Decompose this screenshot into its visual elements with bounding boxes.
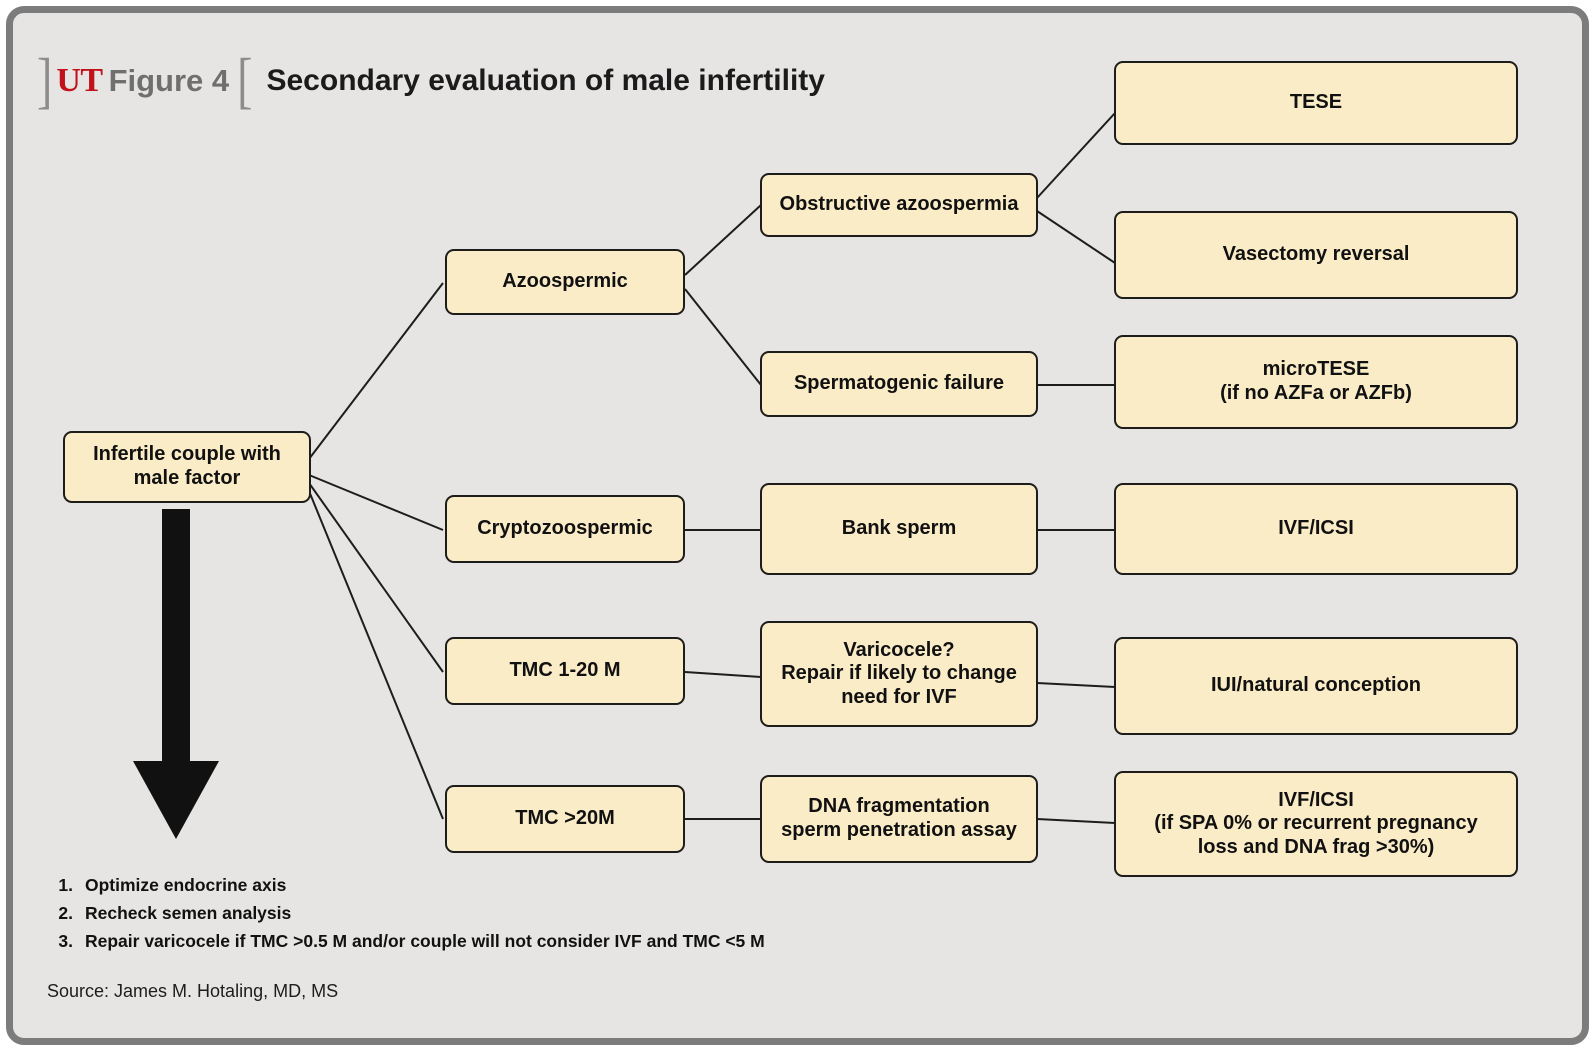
figure-frame	[6, 6, 1589, 1045]
node-varicocele[interactable]	[760, 621, 1038, 727]
footnote-number: 2.	[58, 903, 73, 923]
source-credit: Source: James M. Hotaling, MD, MS	[47, 981, 339, 1001]
footnote-number: 1.	[58, 875, 73, 895]
node-tmc-over-20[interactable]	[445, 785, 685, 853]
node-obstructive-azoospermia-label: Obstructive azoospermia	[779, 193, 1019, 216]
footnote-item	[47, 875, 1047, 896]
figure-header	[37, 45, 825, 115]
node-tese-label: TESE	[1289, 91, 1343, 114]
node-microtese-line-2: (if no AZFa or AZFb)	[1220, 382, 1412, 404]
node-root[interactable]	[63, 431, 311, 503]
down-arrow-icon	[131, 509, 221, 861]
node-bank-sperm[interactable]	[760, 483, 1038, 575]
node-varicocele-line-3: need for IVF	[841, 685, 957, 708]
node-tmc-1-20-label: TMC 1-20 M	[509, 659, 621, 682]
node-tese[interactable]	[1114, 61, 1518, 145]
node-root-line-2: male factor	[133, 467, 241, 489]
bracket-right-icon: [	[237, 45, 253, 115]
bracket-left-icon: ]	[37, 45, 53, 115]
node-spermatogenic-failure-label: Spermatogenic failure	[793, 372, 1005, 395]
node-root-line-1: Infertile couple with	[93, 443, 281, 466]
footnote-text: Recheck semen analysis	[85, 903, 292, 923]
node-ivf-icsi-2[interactable]	[1114, 771, 1518, 877]
figure-number-label: Figure 4	[108, 63, 230, 98]
node-cryptozoospermic[interactable]	[445, 495, 685, 563]
footnote-item	[47, 903, 1047, 924]
node-dna-fragmentation-line-1: DNA fragmentation	[808, 795, 990, 818]
node-azoospermic[interactable]	[445, 249, 685, 315]
node-bank-sperm-label: Bank sperm	[841, 517, 957, 540]
node-spermatogenic-failure[interactable]	[760, 351, 1038, 417]
page-title: Secondary evaluation of male infertility	[266, 64, 825, 97]
node-ivf-icsi-2-line-2: (if SPA 0% or recurrent pregnancy	[1154, 812, 1478, 835]
footnote-number: 3.	[58, 931, 73, 951]
footnote-list	[47, 875, 1047, 959]
node-iui-natural-conception-label: IUI/natural conception	[1210, 674, 1422, 697]
ut-logo: UT	[56, 62, 103, 99]
node-microtese-line-1: microTESE	[1262, 358, 1370, 381]
node-vasectomy-reversal[interactable]	[1114, 211, 1518, 299]
node-iui-natural-conception[interactable]	[1114, 637, 1518, 735]
node-ivf-icsi-1[interactable]	[1114, 483, 1518, 575]
node-microtese[interactable]	[1114, 335, 1518, 429]
node-varicocele-line-2: Repair if likely to change	[781, 662, 1017, 685]
node-obstructive-azoospermia[interactable]	[760, 173, 1038, 237]
figure-canvas	[13, 13, 1595, 1051]
footnote-text: Repair varicocele if TMC >0.5 M and/or couple will not consider IVF and TMC <5 M	[85, 931, 765, 951]
node-ivf-icsi-2-line-1: IVF/ICSI	[1278, 788, 1354, 811]
node-vasectomy-reversal-label: Vasectomy reversal	[1222, 243, 1410, 266]
footnote-item	[47, 931, 1047, 952]
node-varicocele-line-1: Varicocele?	[843, 638, 955, 661]
node-ivf-icsi-1-label: IVF/ICSI	[1278, 517, 1354, 540]
node-azoospermic-label: Azoospermic	[502, 270, 628, 293]
footnote-text: Optimize endocrine axis	[85, 875, 287, 895]
node-ivf-icsi-2-line-3: loss and DNA frag >30%)	[1197, 835, 1435, 858]
node-tmc-1-20[interactable]	[445, 637, 685, 705]
node-dna-fragmentation[interactable]	[760, 775, 1038, 863]
node-tmc-over-20-label: TMC >20M	[515, 807, 615, 830]
node-cryptozoospermic-label: Cryptozoospermic	[477, 517, 653, 540]
node-dna-fragmentation-line-2: sperm penetration assay	[781, 819, 1017, 841]
